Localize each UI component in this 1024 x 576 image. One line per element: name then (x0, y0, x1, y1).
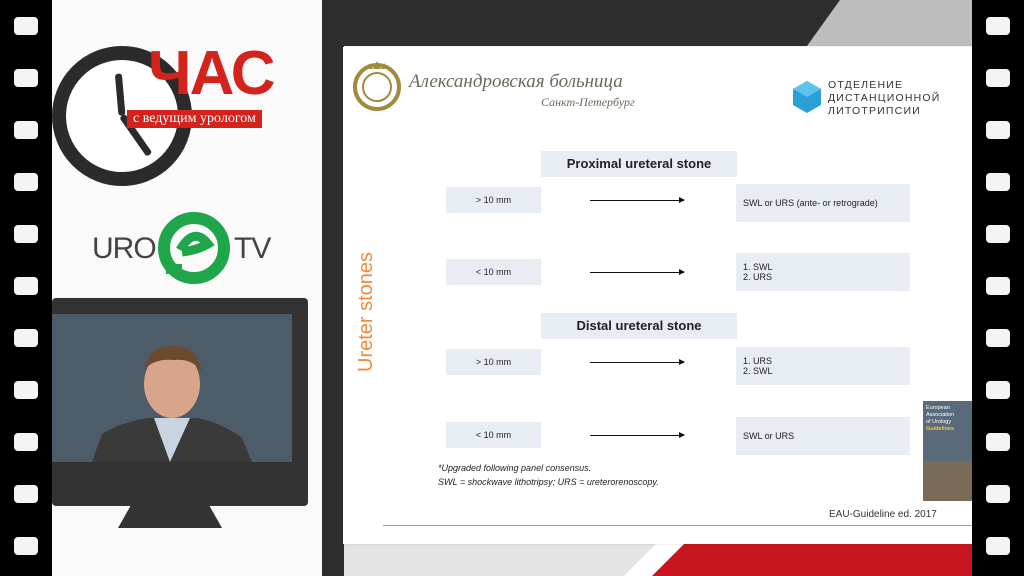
outcome-box: SWL or URS (736, 417, 910, 455)
channel-sidebar (52, 0, 322, 576)
film-strip-right (972, 0, 1024, 576)
abbreviations: SWL = shockwave lithotripsy; URS = ureterorenoscopy. (438, 477, 659, 487)
slide-divider (383, 525, 972, 526)
arrow-icon (590, 362, 684, 363)
outcome-box: SWL or URS (ante- or retrograde) (736, 184, 910, 222)
hospital-crest-icon (349, 57, 405, 113)
uro-tv-left-text: URO (92, 232, 156, 265)
video-monitor (52, 298, 308, 506)
red-stripe-bottom (652, 544, 972, 576)
outcome-box: 1. URS 2. SWL (736, 347, 910, 385)
uro-tv-emblem-icon (158, 208, 230, 292)
film-strip-left (0, 0, 52, 576)
size-box: > 10 mm (446, 349, 541, 375)
guideline-reference: EAU-Guideline ed. 2017 (829, 509, 937, 520)
arrow-icon (590, 200, 684, 201)
outcome-box: 1. SWL 2. URS (736, 253, 910, 291)
guidelines-book-cover: European Association of Urology Guidelines (923, 401, 972, 501)
uro-tv-right-text: TV (234, 232, 271, 265)
arrow-icon (590, 435, 684, 436)
size-box: < 10 mm (446, 422, 541, 448)
speaker-video (52, 314, 292, 462)
slide-side-title: Ureter stones (355, 251, 377, 372)
department-name: ОТДЕЛЕНИЕ ДИСТАНЦИОННОЙ ЛИТОТРИПСИИ (828, 79, 941, 117)
department-logo-icon (789, 79, 825, 115)
arrow-icon (590, 272, 684, 273)
size-box: > 10 mm (446, 187, 541, 213)
speaker-silhouette (52, 314, 292, 462)
video-frame (52, 0, 972, 576)
size-box: < 10 mm (446, 259, 541, 285)
hospital-city: Санкт-Петербург (541, 95, 635, 109)
section-header-distal: Distal ureteral stone (541, 313, 737, 339)
section-header-proximal: Proximal ureteral stone (541, 151, 737, 177)
monitor-stand (118, 506, 222, 528)
show-title: ЧАС (148, 39, 274, 108)
footnote: *Upgraded following panel consensus. (438, 463, 592, 473)
hospital-name: Александровская больница (409, 71, 623, 92)
show-subtitle: с ведущим урологом (127, 110, 262, 128)
uro-tv-logo (92, 210, 282, 290)
presentation-slide (343, 47, 972, 544)
dark-stripe-side (322, 0, 344, 576)
